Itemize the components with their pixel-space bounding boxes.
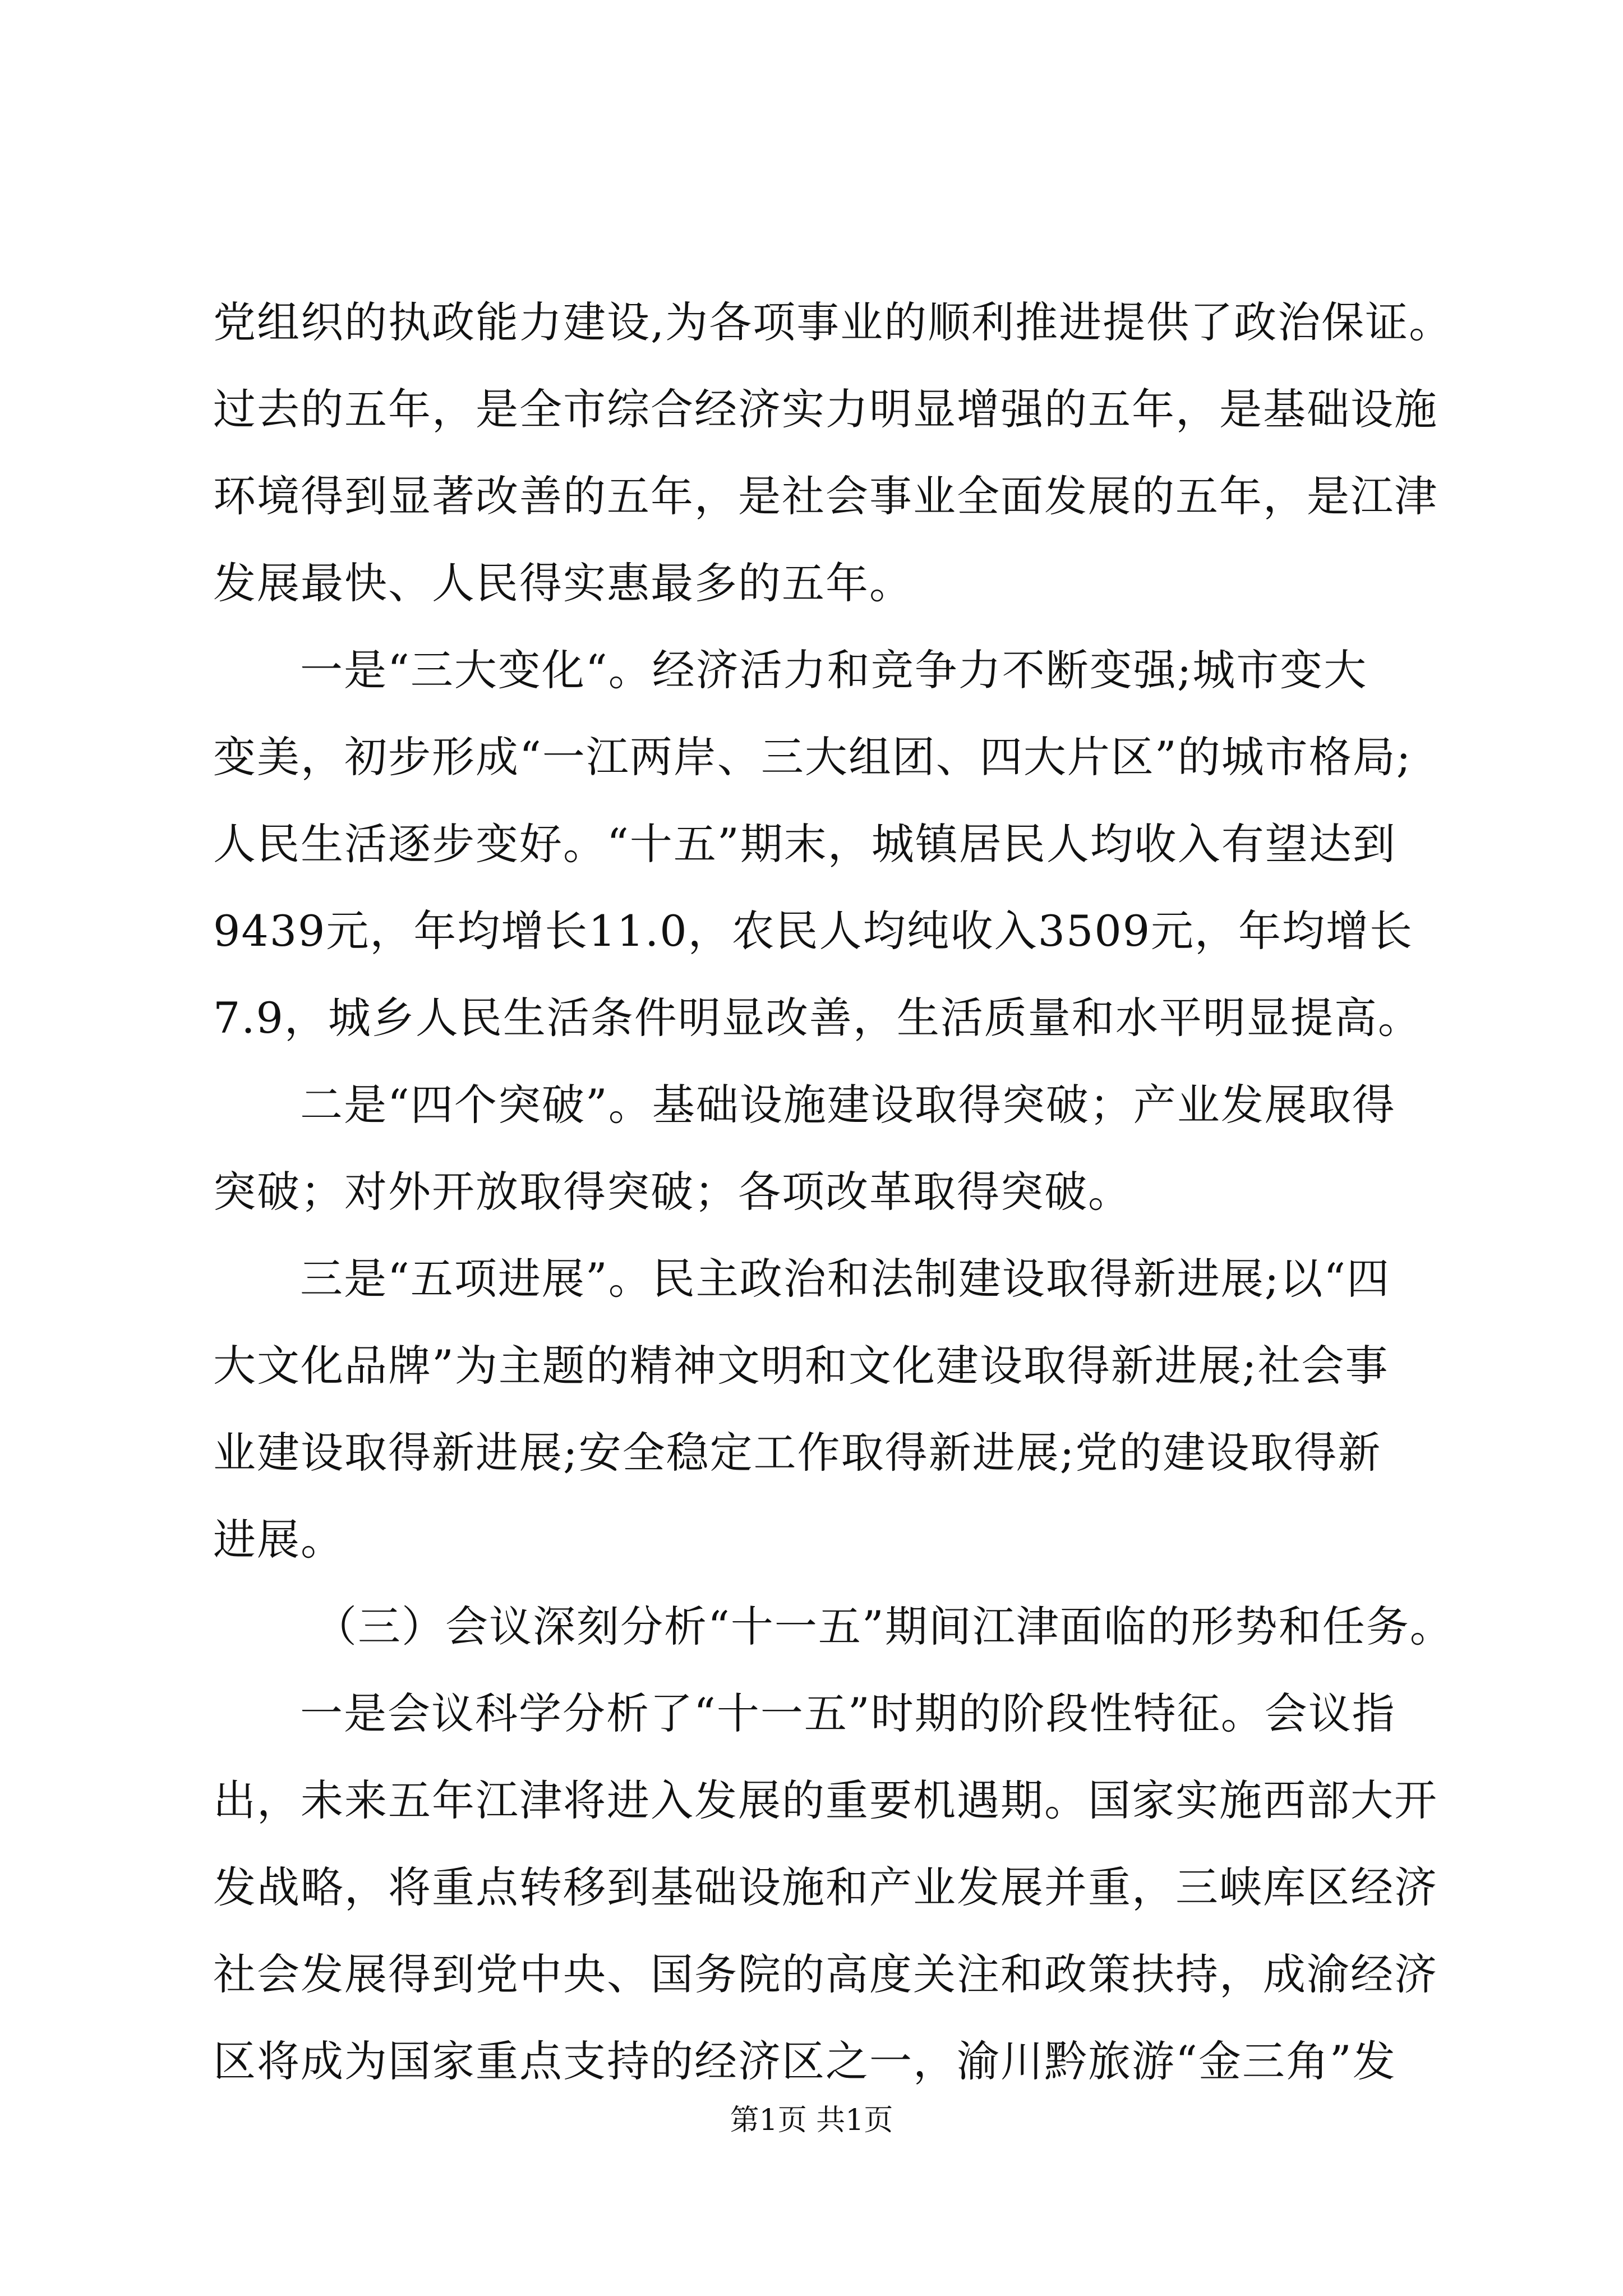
page-footer: 第1页 共1页 (730, 2104, 893, 2137)
text-line: 发战略，将重点转移到基础设施和产业发展并重，三峡库区经济 (213, 1862, 1438, 1912)
text-line: 9439元，年均增长11.0，农民人均纯收入3509元，年均增长 (213, 906, 1414, 956)
text-line: 大文化品牌”为主题的精神文明和文化建设取得新进展;社会事 (213, 1341, 1389, 1391)
section-heading: （三）会议深刻分析“十一五”期间江津面临的形势和任务。 (314, 1602, 1454, 1651)
text-line: 社会发展得到党中央、国务院的高度关注和政策扶持，成渝经济 (213, 1949, 1438, 1999)
text-line: 人民生活逐步变好。“十五”期末，城镇居民人均收入有望达到 (213, 819, 1396, 869)
text-line: 发展最快、人民得实惠最多的五年。 (213, 558, 913, 608)
text-line: 出，未来五年江津将进入发展的重要机遇期。国家实施西部大开 (213, 1775, 1438, 1825)
text-line: 一是“三大变化“。经济活力和竞争力不断变强;城市变大 (300, 645, 1368, 695)
text-line: 二是“四个突破”。基础设施建设取得突破；产业发展取得 (300, 1080, 1396, 1130)
text-line: 三是“五项进展”。民主政治和法制建设取得新进展;以“四 (300, 1254, 1391, 1304)
text-line: 环境得到显著改善的五年，是社会事业全面发展的五年，是江津 (213, 471, 1438, 521)
text-line: 过去的五年，是全市综合经济实力明显增强的五年，是基础设施 (213, 384, 1438, 434)
text-line: 党组织的执政能力建设,为各项事业的顺利推进提供了政治保证。 (213, 297, 1453, 347)
text-line: 业建设取得新进展;安全稳定工作取得新进展;党的建设取得新 (213, 1428, 1382, 1478)
text-line: 区将成为国家重点支持的经济区之一，渝川黔旅游“金三角”发 (213, 2036, 1396, 2086)
text-line: 7.9，城乡人民生活条件明显改善，生活质量和水平明显提高。 (213, 993, 1422, 1043)
text-line: 进展。 (213, 1515, 344, 1565)
text-line: 变美，初步形成“一江两岸、三大组团、四大片区”的城市格局; (213, 732, 1412, 782)
text-line: 突破；对外开放取得突破；各项改革取得突破。 (213, 1167, 1132, 1217)
text-line: 一是会议科学分析了“十一五”时期的阶段性特征。会议指 (300, 1688, 1396, 1738)
